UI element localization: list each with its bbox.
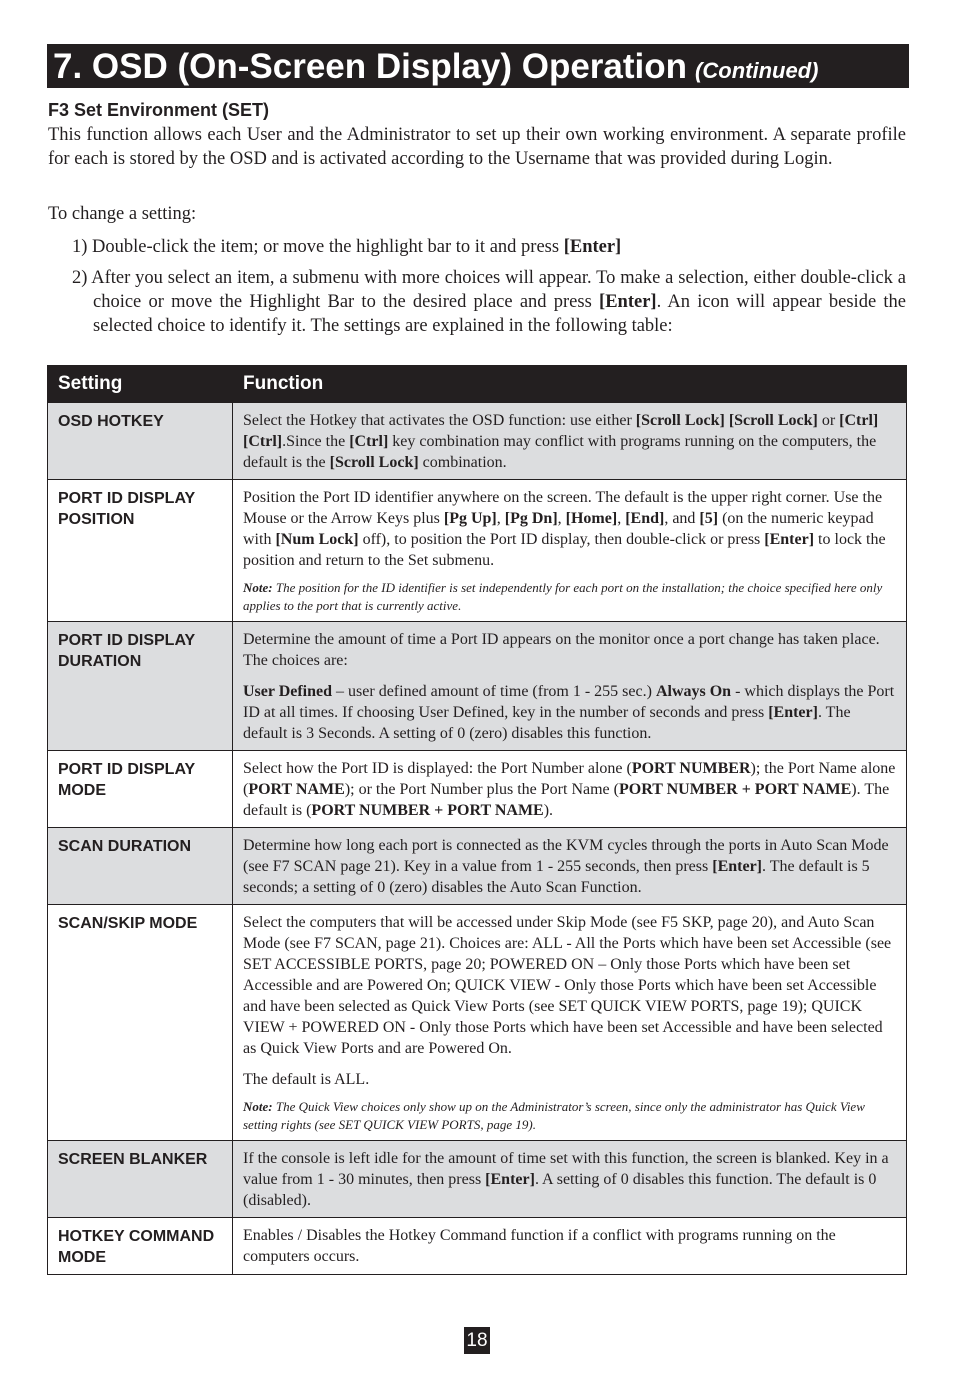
table-header-row xyxy=(48,366,907,403)
step-1 xyxy=(72,235,906,259)
step-2-suffix: . An icon will appear beside the selected choice to identify it. The settings are explained in the following table: xyxy=(93,292,906,336)
setting-function: Select the Hotkey that activates the OSD function: use either [Scroll Lock] [Scroll Lock] or [Ctrl] [Ctrl].Since the [Ctrl] key combination may conflict with programs running on the computers, the default is the [Scroll Lock] combination. xyxy=(233,403,907,480)
table-row xyxy=(48,403,907,480)
table-row xyxy=(48,751,907,828)
settings-table xyxy=(47,365,907,1275)
note-text: Note: The Quick View choices only show up on the Administrator’s screen, since only the administrator has Quick View setting rights (see SET QUICK VIEW PORTS, page 19). xyxy=(243,1099,865,1132)
setting-function: Select the computers that will be accessed under Skip Mode (see F5 SKP, page 20), and Auto Scan Mode (see F7 SCAN, page 21). Choices are: ALL - All the Ports which have been set Accessible (see SET ACCESSIBLE PORTS, page 20; POWERED ON – Only those Ports which have been set Accessible and are Powered On; QUICK VIEW - Only those Ports which have been set Accessible and have been selected as Quick View Ports (see SET QUICK VIEW PORTS, page 19); QUICK VIEW + POWERED ON - Only those Ports which have been set Accessible and have been selected as Quick View Ports and are Powered On. The default is ALL. Note: The Quick View choices only show up on the Administrator’s screen, since only the administrator has Quick View setting rights (see SET QUICK VIEW PORTS, page 19). xyxy=(233,905,907,1141)
table-row xyxy=(48,480,907,622)
page-title: 7. OSD (On-Screen Display) Operation xyxy=(53,47,688,86)
intro-paragraph xyxy=(48,124,906,171)
setting-name: SCREEN BLANKER xyxy=(48,1141,233,1218)
setting-name: HOTKEY COMMAND MODE xyxy=(48,1218,233,1275)
table-row xyxy=(48,1141,907,1218)
change-setting-text: To change a setting: xyxy=(48,204,197,224)
change-setting-label xyxy=(48,203,906,227)
setting-name: PORT ID DISPLAY MODE xyxy=(48,751,233,828)
setting-function: Determine the amount of time a Port ID appears on the monitor once a port change has taken place. The choices are: User Defined – user defined amount of time (from 1 - 255 sec.) Always On - which displays the Port ID at all times. If choosing User Defined, key in the number of seconds and press [Enter]. The default is 3 Seconds. A setting of 0 (zero) disables this function. xyxy=(233,622,907,751)
section-heading: F3 Set Environment (SET) xyxy=(48,100,270,120)
step-1-key: [Enter] xyxy=(563,237,622,257)
setting-function: Enables / Disables the Hotkey Command function if a conflict with programs running on the computers occurs. xyxy=(233,1218,907,1275)
page-title-continued: (Continued) xyxy=(695,58,819,83)
table-row xyxy=(48,1218,907,1275)
intro-text: This function allows each User and the Administrator to set up their own working environment. A separate profile for each is stored by the OSD and is activated according to the Username that was provided during Login. xyxy=(48,125,906,169)
table-row xyxy=(48,828,907,905)
setting-function: Position the Port ID identifier anywhere on the screen. The default is the upper right corner. Use the Mouse or the Arrow Keys plus [Pg Up], [Pg Dn], [Home], [End], and [5] (on the numeric keypad with [Num Lock] off), to position the Port ID display, then double-click or press [Enter] to lock the position and return to the Set submenu. Note: The position for the ID identifier is set independently for each port on the installation; the choice specified here only applies to the port that is currently active. xyxy=(233,480,907,622)
setting-name: OSD HOTKEY xyxy=(48,403,233,480)
page-number: 18 xyxy=(464,1327,490,1354)
setting-name: SCAN/SKIP MODE xyxy=(48,905,233,1141)
setting-name: PORT ID DISPLAY POSITION xyxy=(48,480,233,622)
table-row xyxy=(48,622,907,751)
step-2-text: 2) After you select an item, a submenu with more choices will appear. To make a selection, either double-click a choice or move the Highlight Bar to the desired place and press xyxy=(72,268,906,312)
setting-name: SCAN DURATION xyxy=(48,828,233,905)
table-row xyxy=(48,905,907,1141)
setting-function: If the console is left idle for the amount of time set with this function, the screen is blanked. Key in a value from 1 - 30 minutes, then press [Enter]. A setting of 0 disables this function. The default is 0 (disabled). xyxy=(233,1141,907,1218)
section-header-bar xyxy=(47,44,909,88)
setting-function: Determine how long each port is connected as the KVM cycles through the ports in Auto Scan Mode (see F7 SCAN page 21). Key in a value from 1 - 255 seconds, then press [Enter]. The default is 5 seconds; a setting of 0 (zero) disables the Auto Scan Function. xyxy=(233,828,907,905)
default-text: The default is ALL. xyxy=(243,1071,370,1088)
note-text: Note: The position for the ID identifier is set independently for each port on the installation; the choice specified here only applies to the port that is currently active. xyxy=(243,580,883,613)
setting-function: Select how the Port ID is displayed: the Port Number alone (PORT NUMBER); the Port Name alone (PORT NAME); or the Port Number plus the Port Name (PORT NUMBER + PORT NAME). The default is (PORT NUMBER + PORT NAME). xyxy=(233,751,907,828)
step-1-text: 1) Double-click the item; or move the highlight bar to it and press xyxy=(72,237,564,257)
step-2-key: [Enter] xyxy=(599,292,657,312)
header-setting: Setting xyxy=(48,366,233,403)
step-2 xyxy=(72,266,906,338)
setting-name: PORT ID DISPLAY DURATION xyxy=(48,622,233,751)
header-function: Function xyxy=(233,366,907,403)
